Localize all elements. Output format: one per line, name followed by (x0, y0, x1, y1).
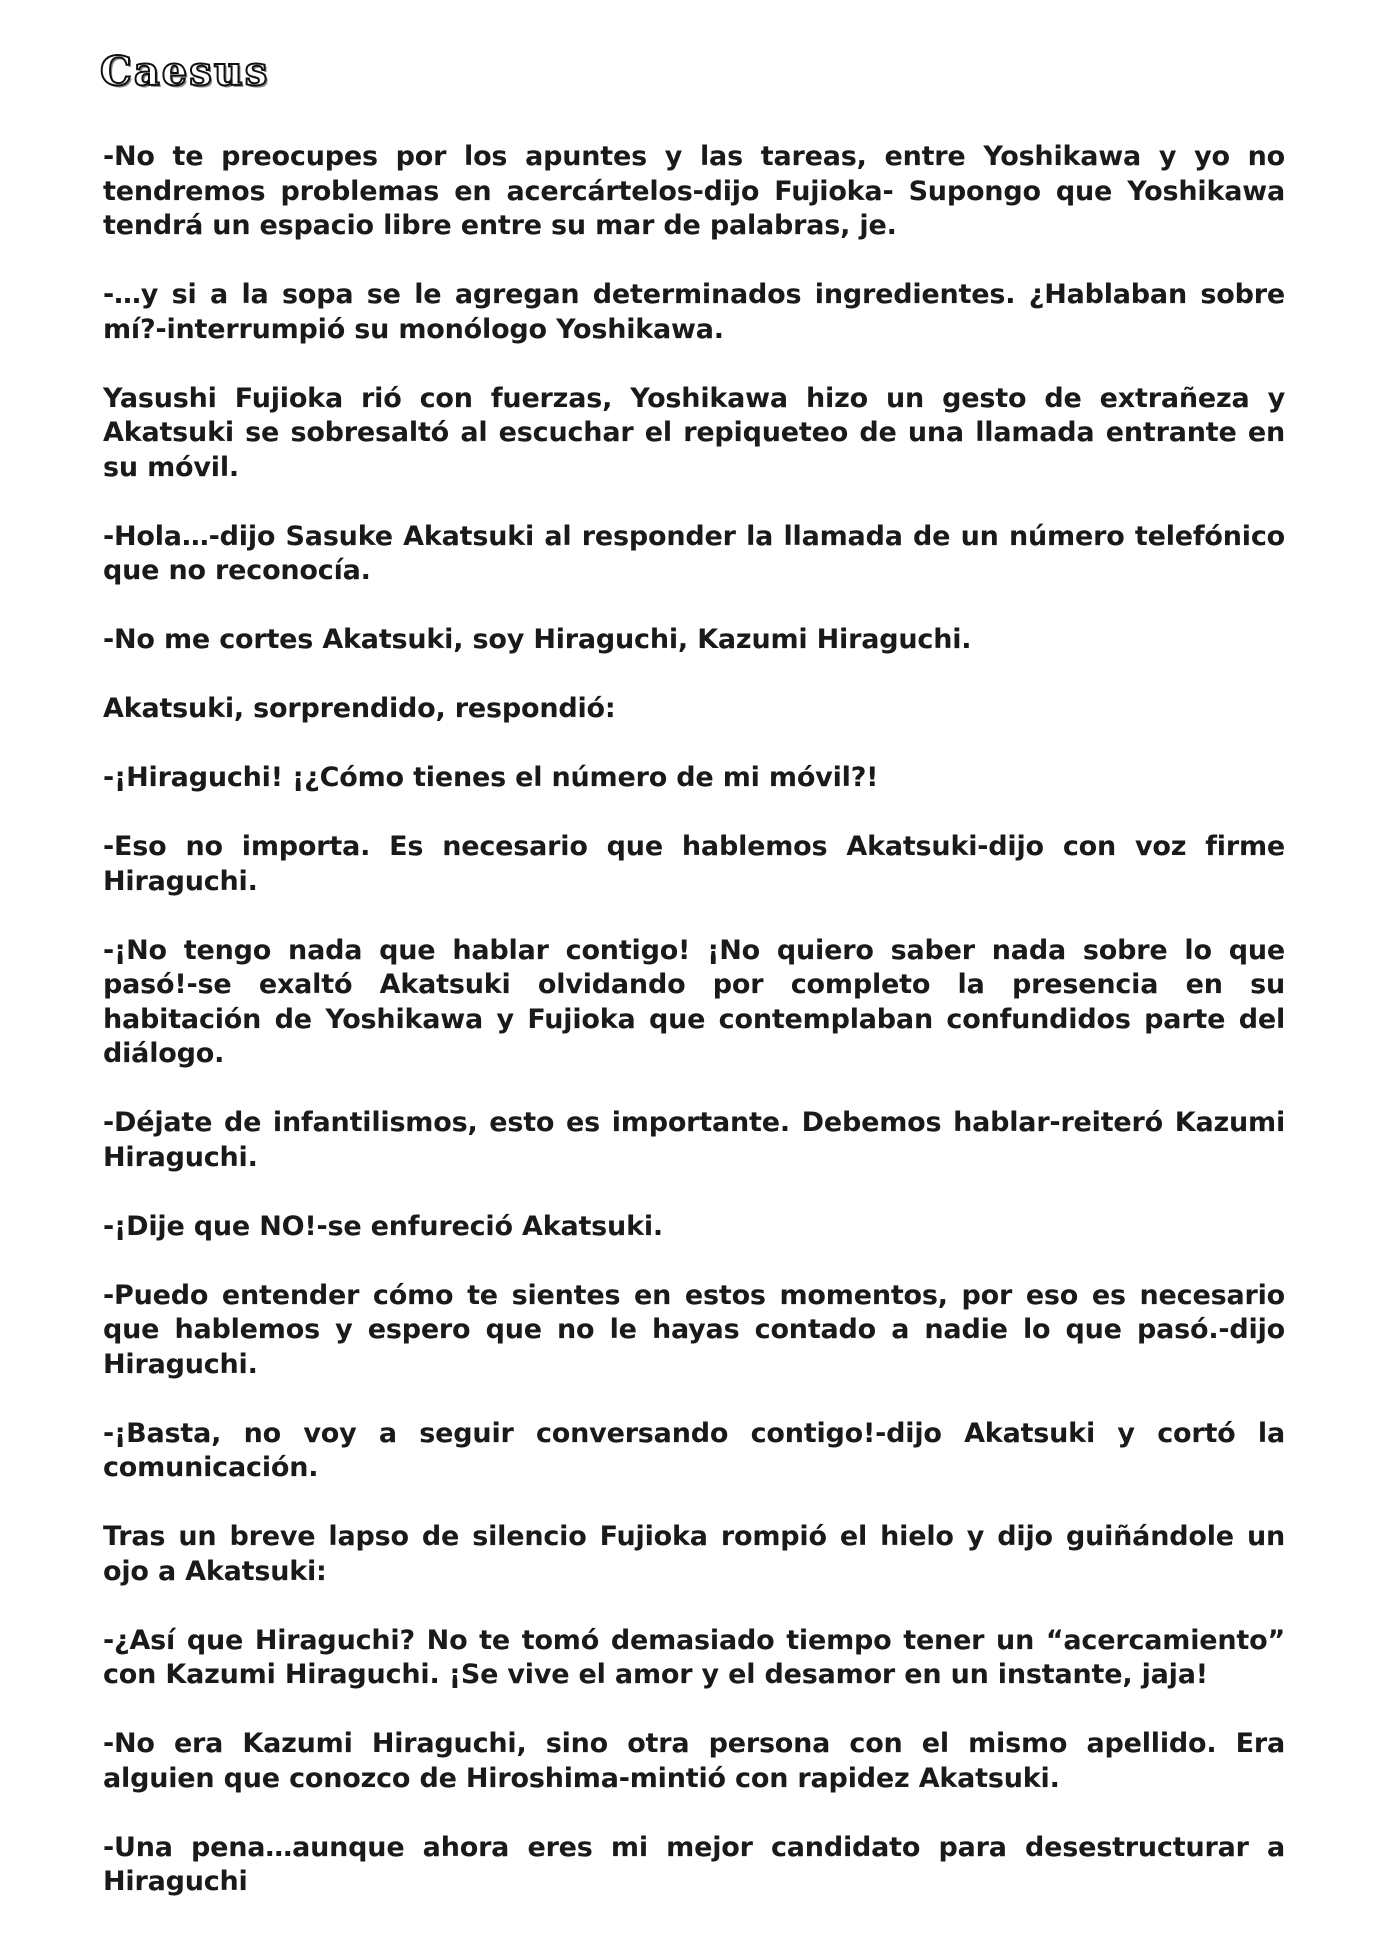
paragraph: Tras un breve lapso de silencio Fujioka rompió el hielo y dijo guiñándole un ojo a Akatsuki: (103, 1521, 1285, 1587)
paragraph: -…y si a la sopa se le agregan determinados ingredientes. ¿Hablaban sobre mí?-interrumpió su monólogo Yoshikawa. (103, 279, 1285, 345)
paragraph: Yasushi Fujioka rió con fuerzas, Yoshikawa hizo un gesto de extrañeza y Akatsuki se sobresaltó al escuchar el repiqueteo de una llamada entrante en su móvil. (103, 382, 1285, 483)
paragraph: -Eso no importa. Es necesario que hablemos Akatsuki-dijo con voz firme Hiraguchi. (103, 831, 1285, 897)
body-text (103, 140, 1285, 1934)
logo-text: Caesus (100, 47, 270, 95)
paragraph: -Una pena…aunque ahora eres mi mejor candidato para desestructurar a Hiraguchi (103, 1831, 1285, 1897)
paragraph: -¡No tengo nada que hablar contigo! ¡No quiero saber nada sobre lo que pasó!-se exaltó Akatsuki olvidando por completo la presencia en su habitación de Yoshikawa y Fujioka que contemplaban confundidos parte del diálogo. (103, 934, 1285, 1069)
paragraph: -¡Basta, no voy a seguir conversando contigo!-dijo Akatsuki y cortó la comunicación. (103, 1417, 1285, 1483)
paragraph: -Hola…-dijo Sasuke Akatsuki al responder la llamada de un número telefónico que no reconocía. (103, 520, 1285, 586)
paragraph: -No te preocupes por los apuntes y las tareas, entre Yoshikawa y yo no tendremos problemas en acercártelos-dijo Fujioka- Supongo que Yoshikawa tendrá un espacio libre entre su mar de palabras, je. (103, 141, 1285, 241)
paragraph: -¡Hiraguchi! ¡¿Cómo tienes el número de mi móvil?! (103, 762, 879, 793)
paragraph: Akatsuki, sorprendido, respondió: (103, 693, 616, 724)
paragraph: -No era Kazumi Hiraguchi, sino otra persona con el mismo apellido. Era alguien que conozco de Hiroshima-mintió con rapidez Akatsuki. (103, 1728, 1285, 1794)
paragraph: -No me cortes Akatsuki, soy Hiraguchi, Kazumi Hiraguchi. (103, 624, 972, 655)
paragraph: -Déjate de infantilismos, esto es importante. Debemos hablar-reiteró Kazumi Hiraguchi. (103, 1107, 1285, 1173)
paragraph: -¿Así que Hiraguchi? No te tomó demasiado tiempo tener un “acercamiento” con Kazumi Hiraguchi. ¡Se vive el amor y el desamor en un instante, jaja! (103, 1624, 1285, 1690)
logo (100, 38, 269, 104)
paragraph: -Puedo entender cómo te sientes en estos momentos, por eso es necesario que hablemos y espero que no le hayas contado a nadie lo que pasó.-dijo Hiraguchi. (103, 1279, 1285, 1380)
paragraph: -¡Dije que NO!-se enfureció Akatsuki. (103, 1210, 663, 1242)
